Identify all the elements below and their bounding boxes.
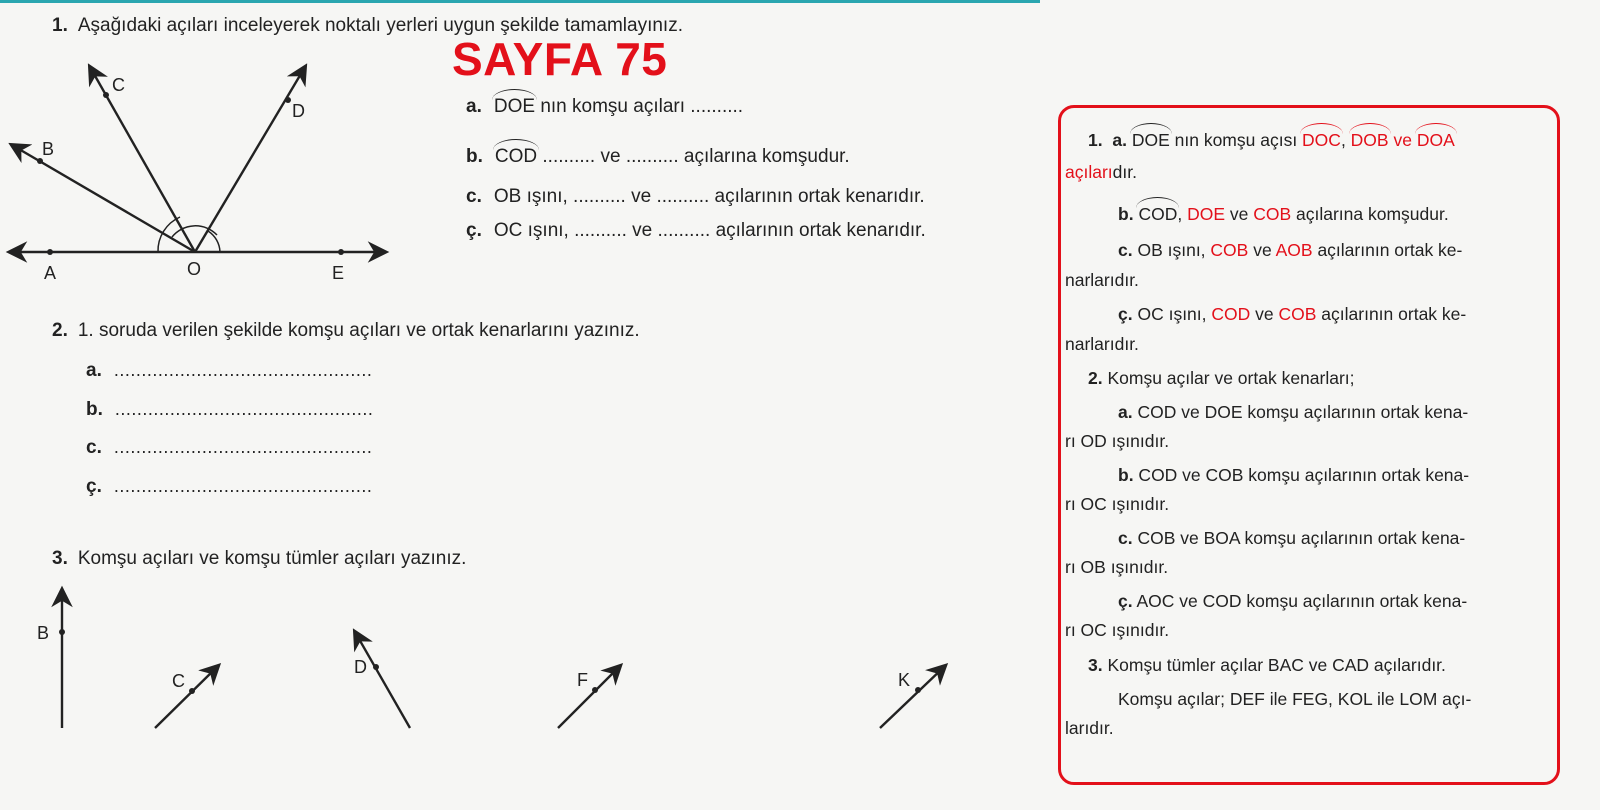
answer-angle-DOB: DOB	[1350, 130, 1389, 150]
label-F-fig3: F	[577, 670, 588, 690]
answer-1a-label: a.	[1112, 130, 1127, 150]
answer-1cc-pre: OC ışını,	[1132, 304, 1212, 324]
answer-1b-end: açılarına komşudur.	[1291, 204, 1449, 224]
answer-1b-red1: DOE	[1187, 204, 1225, 224]
label-D: D	[292, 101, 305, 121]
answer-3-line1: Komşu tümler açılar BAC ve CAD açılarıdır.	[1102, 655, 1446, 675]
figure-1-angles	[0, 55, 400, 295]
answer-2a-line2: rı OD ışınıdır.	[1065, 431, 1170, 451]
label-B-fig3: B	[37, 623, 50, 643]
answer-angle-DOA: DOA	[1416, 130, 1455, 150]
label-B: B	[42, 139, 55, 159]
answer-1a-ve: ve	[1388, 130, 1417, 150]
figure-3-angles	[0, 580, 1000, 730]
answer-2c-line2: rı OB ışınıdır.	[1065, 557, 1169, 577]
q1-item-c	[466, 186, 925, 208]
question-3-text: Komşu açıları ve komşu tümler açıları yazınız.	[77, 548, 467, 569]
point-K-fig3	[915, 687, 921, 693]
answer-2c-label: c.	[1118, 528, 1133, 548]
answer-1c	[1118, 240, 1462, 261]
question-2	[52, 320, 640, 342]
answer-2b-line2: rı OC ışınıdır.	[1065, 494, 1170, 514]
q2-line-cc	[86, 476, 372, 498]
point-D	[285, 97, 291, 103]
point-A	[47, 249, 53, 255]
answer-2-number: 2.	[1088, 368, 1103, 388]
question-2-number: 2.	[52, 320, 68, 341]
answer-2cc-line1: AOC ve COD komşu açılarının ortak kena-	[1132, 591, 1468, 611]
answer-1b-red2: COB	[1253, 204, 1292, 224]
answer-2a-line1: COD ve DOE komşu açılarının ortak kena-	[1132, 402, 1469, 422]
answer-1a-line2-red: açıları	[1065, 162, 1113, 182]
top-accent-line	[0, 0, 1040, 3]
q1-item-c-text: OB ışını, .......... ve .......... açılarının ortak kenarıdır.	[493, 186, 925, 207]
answer-1c-pre: OB ışını,	[1132, 240, 1211, 260]
point-D-fig3	[373, 664, 379, 670]
angle-arc-right	[208, 231, 220, 252]
label-O: O	[187, 259, 202, 279]
q2-line-a-dots: ...............................................	[113, 360, 373, 380]
answer-1a-sep: ,	[1340, 130, 1351, 150]
answer-1a	[1088, 130, 1455, 151]
q2-line-cc-label: ç.	[86, 476, 102, 497]
answer-2a	[1118, 402, 1468, 423]
question-3	[52, 548, 466, 570]
question-3-number: 3.	[52, 548, 68, 569]
q2-line-b-dots: ...............................................	[114, 399, 374, 419]
answer-1c-red1: COB	[1210, 240, 1249, 260]
answer-2cc-line2: rı OC ışınıdır.	[1065, 620, 1170, 640]
q2-line-b-label: b.	[86, 399, 103, 420]
point-C	[103, 92, 109, 98]
label-A: A	[44, 263, 57, 283]
answer-3-line3: larıdır.	[1065, 718, 1114, 738]
answer-2-title	[1088, 368, 1355, 389]
answer-2cc	[1118, 591, 1467, 612]
point-B-fig3	[59, 629, 65, 635]
q2-line-c	[86, 437, 372, 459]
ray-OD	[195, 67, 305, 252]
angle-DOE: DOE	[493, 96, 536, 117]
point-E	[338, 249, 344, 255]
answer-1c-line2: narlarıdır.	[1065, 270, 1139, 290]
q2-line-a	[86, 360, 372, 382]
answer-1c-end: açılarının ortak ke-	[1312, 240, 1463, 260]
label-C: C	[112, 75, 125, 95]
q1-item-a-label: a.	[466, 96, 482, 117]
answer-2c-line1: COB ve BOA komşu açılarının ortak kena-	[1132, 528, 1466, 548]
answer-3-number: 3.	[1088, 655, 1103, 675]
q2-line-a-label: a.	[86, 360, 102, 381]
answer-1cc-red1: COD	[1211, 304, 1251, 324]
angle-arc-left	[158, 217, 180, 252]
point-F-fig3	[592, 687, 598, 693]
answer-1a-line2	[1065, 162, 1137, 183]
q1-item-a-text: nın komşu açıları ..........	[535, 96, 744, 117]
answer-1b-sep: ,	[1177, 204, 1188, 224]
answer-1cc-end: açılarının ortak ke-	[1316, 304, 1467, 324]
q1-item-c-label: c.	[466, 186, 482, 207]
label-K-fig3: K	[898, 670, 911, 690]
answer-angle-DOE: DOE	[1131, 130, 1170, 150]
answer-2a-label: a.	[1118, 402, 1133, 422]
q1-item-cc	[466, 220, 926, 242]
answer-2-title-text: Komşu açılar ve ortak kenarları;	[1102, 368, 1355, 388]
answer-2b	[1118, 465, 1469, 486]
label-D-fig3: D	[354, 657, 367, 677]
question-1-text: Aşağıdaki açıları inceleyerek noktalı yerleri uygun şekilde tamamlayınız.	[77, 15, 683, 36]
question-1-number: 1.	[52, 15, 68, 36]
answer-1cc	[1118, 304, 1466, 325]
answer-1cc-label: ç.	[1118, 304, 1133, 324]
answer-1-number: 1.	[1088, 130, 1103, 150]
angle-COD: COD	[494, 146, 538, 167]
answer-2cc-label: ç.	[1118, 591, 1133, 611]
answer-1b	[1118, 204, 1449, 225]
q2-line-b	[86, 399, 373, 421]
ray-C	[155, 666, 218, 728]
ray-F	[558, 666, 620, 728]
answer-1c-label: c.	[1118, 240, 1133, 260]
answer-2b-line1: COD ve COB komşu açılarının ortak kena-	[1133, 465, 1470, 485]
page-title: SAYFA 75	[452, 33, 668, 85]
answer-1a-line2-end: dır.	[1112, 162, 1137, 182]
answer-2c	[1118, 528, 1465, 549]
q1-item-b	[466, 146, 850, 168]
answer-3-line2: Komşu açılar; DEF ile FEG, KOL ile LOM açı-	[1118, 689, 1472, 709]
q1-item-a	[466, 96, 743, 118]
q1-item-b-text: .......... ve .......... açılarına komşudur.	[537, 146, 850, 167]
answer-2b-label: b.	[1118, 465, 1134, 485]
q2-line-c-dots: ...............................................	[113, 437, 373, 457]
label-C-fig3: C	[172, 671, 185, 691]
answer-1a-mid: nın komşu açısı	[1169, 130, 1303, 150]
answer-1cc-ve: ve	[1250, 304, 1279, 324]
answer-1cc-line2: narlarıdır.	[1065, 334, 1139, 354]
point-C-fig3	[189, 688, 195, 694]
q2-line-cc-dots: ...............................................	[113, 476, 373, 496]
answer-1b-label: b.	[1118, 204, 1134, 224]
answer-1cc-red2: COB	[1278, 304, 1317, 324]
answer-angle-DOC: DOC	[1302, 130, 1341, 150]
answer-3	[1088, 655, 1446, 676]
answer-1c-ve: ve	[1248, 240, 1276, 260]
answer-1b-ve: ve	[1225, 204, 1254, 224]
q1-item-cc-label: ç.	[466, 220, 482, 241]
answer-angle-COD: COD	[1138, 204, 1178, 224]
q1-item-cc-text: OC ışını, .......... ve .......... açılarının ortak kenarıdır.	[493, 220, 926, 241]
q2-line-c-label: c.	[86, 437, 102, 458]
ray-K	[880, 666, 945, 728]
ray-D	[355, 632, 410, 728]
answer-1c-red2: AOB	[1275, 240, 1313, 260]
label-E: E	[332, 263, 345, 283]
q1-item-b-label: b.	[466, 146, 483, 167]
question-2-text: 1. soruda verilen şekilde komşu açıları ve ortak kenarlarını yazınız.	[77, 320, 640, 341]
